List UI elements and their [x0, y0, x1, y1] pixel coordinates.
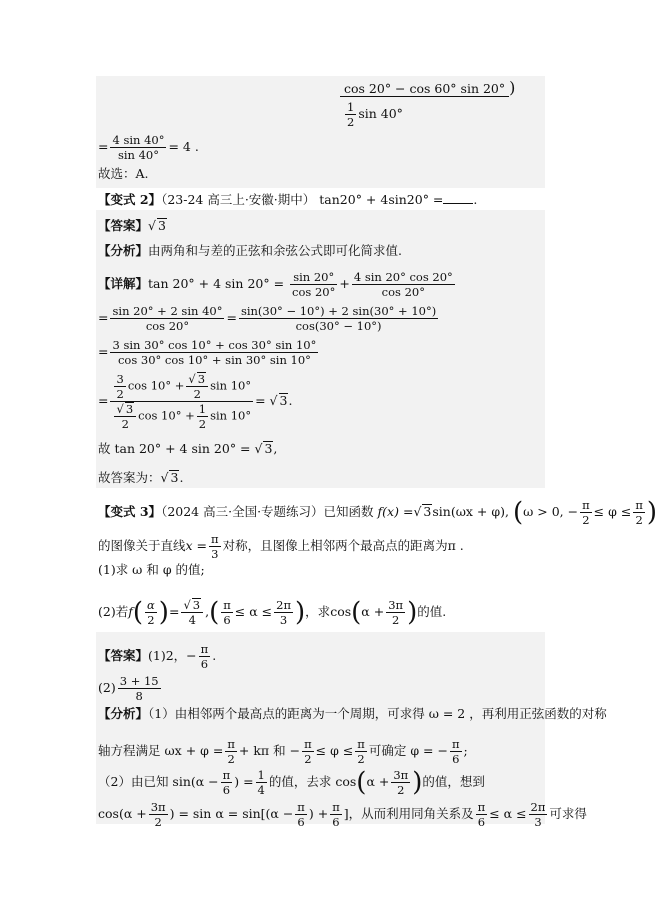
- d4-g: sin 10°: [210, 408, 252, 423]
- ana4-six1: 6: [297, 815, 305, 829]
- d4-result: 3: [279, 393, 288, 408]
- ana3d: 的值，想到: [422, 774, 485, 789]
- final-val: 3: [170, 470, 179, 485]
- ans2-num: 3 + 15: [119, 674, 159, 688]
- d4-b2: 2: [193, 387, 201, 401]
- ana4f: 可求得: [549, 806, 587, 821]
- fraction-top: cos 20° − cos 60° sin 20° ): [340, 80, 515, 97]
- d2-f1d: cos 20°: [145, 319, 190, 333]
- v2-analysis: [98, 243, 402, 259]
- three-den2: 3: [279, 613, 288, 627]
- analysis-label: 【分析】: [98, 243, 149, 258]
- pi-num2: π: [635, 498, 643, 512]
- ans1-end: .: [212, 648, 217, 663]
- ana3-pi: π: [222, 768, 231, 782]
- threepi-den: 2: [391, 613, 400, 627]
- ana3-six: 6: [222, 783, 231, 797]
- variant2-title: 【变式 2】: [98, 192, 162, 207]
- d1-lhs: tan 20° + 4 sin 20° =: [148, 276, 285, 291]
- d1-f2n: 4 sin 20° cos 20°: [353, 270, 453, 284]
- ana2-two1: 2: [227, 752, 235, 766]
- ana1: （1）由相邻两个最高点的距离为一个周期，可求得 ω = 2 ，再利用正弦函数的对称: [148, 706, 607, 721]
- v3-analysis4: [98, 800, 587, 829]
- alpha-num: α: [147, 598, 155, 612]
- q1: 已知函数: [323, 504, 374, 519]
- d4-sqrt3b: 3: [125, 402, 134, 416]
- ana4-three: 3: [534, 815, 542, 829]
- d4-end: .: [288, 393, 293, 408]
- ana4-3pi: 3π: [150, 800, 166, 814]
- q-cond-a: ω > 0, −: [523, 504, 579, 519]
- ana3-two: 2: [397, 783, 405, 797]
- v3-answer-label: 【答案】: [98, 648, 149, 663]
- d4-d: sin 10°: [210, 378, 252, 393]
- ana2b: + kπ 和 −: [238, 743, 301, 758]
- sin40: sin 40°: [358, 106, 403, 121]
- pi-den1: 2: [582, 513, 590, 527]
- ans2: (2): [98, 680, 116, 695]
- ans1-pi: π: [200, 642, 209, 656]
- half-num: 1: [347, 100, 355, 114]
- alpha-den: 2: [147, 613, 155, 627]
- ana2d: 可确定 φ = −: [368, 743, 448, 758]
- ans1-six: 6: [200, 657, 209, 671]
- ana3b: ) =: [234, 774, 254, 789]
- p2-end: 的值.: [417, 604, 447, 619]
- v2-conclusion: 故 tan 20° + 4 sin 20° = √ 3,: [98, 441, 278, 456]
- q2b: x =: [185, 538, 208, 553]
- ana4b: ) = sin α = sin[(α −: [169, 806, 294, 821]
- q-end: .: [473, 192, 478, 207]
- ana4-six2: 6: [332, 815, 340, 829]
- ana4-two: 2: [154, 815, 162, 829]
- d1-f2d: cos 20°: [381, 285, 425, 299]
- ana2a: 轴方程满足 ωx + φ =: [98, 743, 224, 758]
- p2-sqrt3: 3: [192, 598, 201, 612]
- pi-den2: 2: [635, 513, 643, 527]
- v3-answer2: [98, 674, 163, 703]
- variant3-title: 【变式 3】: [98, 504, 162, 519]
- ana4-2pi: 2π: [530, 800, 546, 814]
- p2-comma: ,: [205, 604, 210, 619]
- fraction-numerator: cos 20° − cos 60° sin 20°: [340, 81, 509, 97]
- pi-num1: π: [582, 498, 590, 512]
- ana2e: ;: [463, 743, 468, 758]
- ana4d: ]，从而利用同角关系及: [343, 806, 474, 821]
- variant3-line2: [98, 532, 464, 561]
- ana4-pi2: π: [332, 800, 340, 814]
- p2-ask: ，求: [305, 604, 331, 619]
- six-den: 6: [223, 613, 231, 627]
- ana4-pi3: π: [477, 800, 486, 814]
- v3-analysis-label: 【分析】: [98, 706, 149, 721]
- d2-f2n: sin(30° − 10°) + 2 sin(30° + 10°): [240, 304, 437, 318]
- variant2-question: [98, 192, 477, 208]
- d4-c: cos 10° +: [127, 378, 185, 393]
- ana2-six: 6: [452, 752, 460, 766]
- conclusion-end: ,: [273, 441, 278, 456]
- variant3-source: （2024 高三·全国·专题练习）: [161, 504, 324, 519]
- four-den: 4: [188, 613, 196, 627]
- three-den: 3: [211, 547, 219, 561]
- part2: (2)若f( $\frac{\alpha}{2}$ )= $\frac{√ 3}{4}$ ,( $\frac{\pi}{6}$ ≤ α ≤ $\frac{2\pi}{3}$ )，求cos(α + $\frac{3\pi}{2}$ )的值.: [98, 597, 447, 628]
- ana4a: cos(α +: [98, 806, 147, 821]
- answer-value: 3: [157, 218, 166, 233]
- threepi-num: 3π: [388, 598, 404, 612]
- q-cond-b: ≤ φ ≤: [593, 504, 632, 519]
- conclusion-text: 故 tan 20° + 4 sin 20° =: [98, 441, 251, 456]
- detail-label: 【详解】: [98, 276, 149, 291]
- eq1-den: sin 40°: [117, 148, 159, 162]
- q-f: f(x) =: [377, 504, 414, 519]
- d4-e: cos 10° +: [138, 408, 195, 423]
- ana3-one: 1: [257, 768, 265, 782]
- final-end: .: [179, 470, 184, 485]
- ana2-two3: 2: [357, 752, 365, 766]
- q2a: 的图像关于直线: [98, 538, 186, 553]
- choice-line: 故选：A.: [98, 166, 149, 181]
- q2d: π .: [447, 538, 464, 553]
- v2-detail-line1: 【详解】tan 20° + 4 sin 20° = $\frac{\sin 20^\circ}{\cos 20^\circ}$ + $\frac{4 \sin 20^\circ \cos 20^\circ}{\cos 20^\circ}$: [98, 270, 453, 299]
- d4-sqrt3: 3: [197, 372, 206, 386]
- d3-den: cos 30° cos 10° + sin 30° sin 10°: [117, 353, 311, 367]
- ana4e: ≤ α ≤: [489, 806, 527, 821]
- ana3-3pi: 3π: [393, 768, 409, 782]
- eq1-tail: = 4 .: [168, 139, 199, 154]
- v3-analysis1: [98, 706, 607, 722]
- ana2-pi3: π: [357, 737, 365, 751]
- part1: (1)求 ω 和 φ 的值;: [98, 562, 205, 577]
- conclusion-val: 3: [264, 441, 273, 456]
- ana2-pi1: π: [227, 737, 235, 751]
- d4-a: 3: [116, 372, 124, 386]
- variant2-expr: tan20° + 4sin20° =: [319, 192, 444, 207]
- d1-f1n: sin 20°: [290, 270, 337, 285]
- variant2-source: （23-24 高三上·安徽·期中）: [161, 192, 316, 207]
- p2-cond: ≤ α ≤: [234, 604, 273, 619]
- ana3c: 的值，去求 cos: [268, 774, 357, 789]
- d2-f1n: sin 20° + 2 sin 40°: [112, 304, 223, 318]
- v3-answer1: [98, 642, 216, 671]
- half-den: 2: [347, 115, 355, 129]
- d2-f2d: cos(30° − 10°): [295, 319, 382, 333]
- twopi-num: 2π: [276, 598, 292, 612]
- v2-final: 故答案为：√ 3.: [98, 470, 184, 485]
- p2-alpha-plus: α +: [361, 604, 385, 619]
- ana3-four: 4: [257, 783, 265, 797]
- p2-f: f: [128, 604, 133, 619]
- variant3-question: 【变式 3】（2024 高三·全国·专题练习）已知函数 f(x) =√ 3sin(ωx + φ), (ω > 0, − $\frac{\pi}{2}$ ≤ φ ≤ $\frac{\pi}{2}$ ): [98, 497, 657, 528]
- analysis-text: 由两角和与差的正弦和余弦公式即可化简求值.: [148, 243, 402, 258]
- d1-f1d: cos 20°: [292, 285, 336, 299]
- pi-num4: π: [223, 598, 231, 612]
- ana4c: ) +: [308, 806, 329, 821]
- v2-detail-line3: = $\frac{3 \sin 30^\circ \cos 10^\circ + \cos 30^\circ \sin 10^\circ}{\cos 30^\circ \cos 10^\circ + \sin 30^\circ \sin 10^\circ}$: [98, 338, 317, 367]
- equation-eq1: = $\frac{4 \sin 40^\circ}{\sin 40^\circ}$ = 4 .: [98, 133, 199, 162]
- q-rest: sin(ωx + φ),: [432, 504, 509, 519]
- v3-analysis3: （2）由已知 sin(α − $\frac{\pi}{6}$ ) = $\frac{1}{4}$ 的值，去求 cos(α + $\frac{3\pi}{2}$ )的值，想到: [98, 767, 485, 798]
- pi-num3: π: [211, 532, 219, 546]
- ana3a: （2）由已知 sin(α −: [98, 774, 219, 789]
- p2a: (2)若: [98, 604, 129, 619]
- d4-b: 2: [116, 387, 124, 401]
- d4-b4: 2: [198, 417, 207, 431]
- ana2-pi4: π: [451, 737, 460, 751]
- p2-eq: =: [168, 604, 180, 619]
- answer-label: 【答案】: [98, 218, 149, 233]
- q2c: 对称，且图像上相邻两个最高点的距离为: [222, 538, 448, 553]
- fraction-half-sin: [343, 100, 403, 129]
- q-sqrt3: 3: [423, 504, 432, 519]
- v2-detail-line2: = $\frac{\sin 20^\circ + 2 \sin 40^\circ}{\cos 20^\circ}$ = $\frac{\sin(30^\circ - 10^\circ) + 2 \sin(30^\circ + 10^\circ)}{\cos(30^\circ - 10^\circ)}$: [98, 304, 437, 333]
- eq1-num: 4 sin 40°: [112, 133, 165, 147]
- d3-num: 3 sin 30° cos 10° + cos 30° sin 10°: [112, 338, 317, 352]
- ana2-pi2: π: [304, 737, 312, 751]
- ans1: (1)2，−: [148, 648, 197, 663]
- d4-b3: 2: [121, 417, 129, 431]
- final-label: 故答案为：: [98, 470, 161, 485]
- ans2-den: 8: [135, 689, 143, 703]
- ana2c: ≤ φ ≤: [315, 743, 354, 758]
- v2-detail-line4: = $\frac{3}{2}$ cos 10° + $\frac{√ 3}{2}$ sin 10° $\frac{√ 3}{2}$ cos 10° + $\frac{1}{2}$ sin 10° = √ 3.: [98, 372, 293, 431]
- d4-f: 1: [198, 402, 207, 416]
- v2-answer: 【答案】√ 3: [98, 218, 166, 233]
- ana3-alpha: α +: [366, 774, 390, 789]
- ana4-pi1: π: [297, 800, 305, 814]
- ana2-two2: 2: [304, 752, 312, 766]
- p2-cos: cos: [330, 604, 352, 619]
- answer-blank: [443, 193, 473, 204]
- ana4-six3: 6: [477, 815, 486, 829]
- v3-analysis2: [98, 737, 468, 766]
